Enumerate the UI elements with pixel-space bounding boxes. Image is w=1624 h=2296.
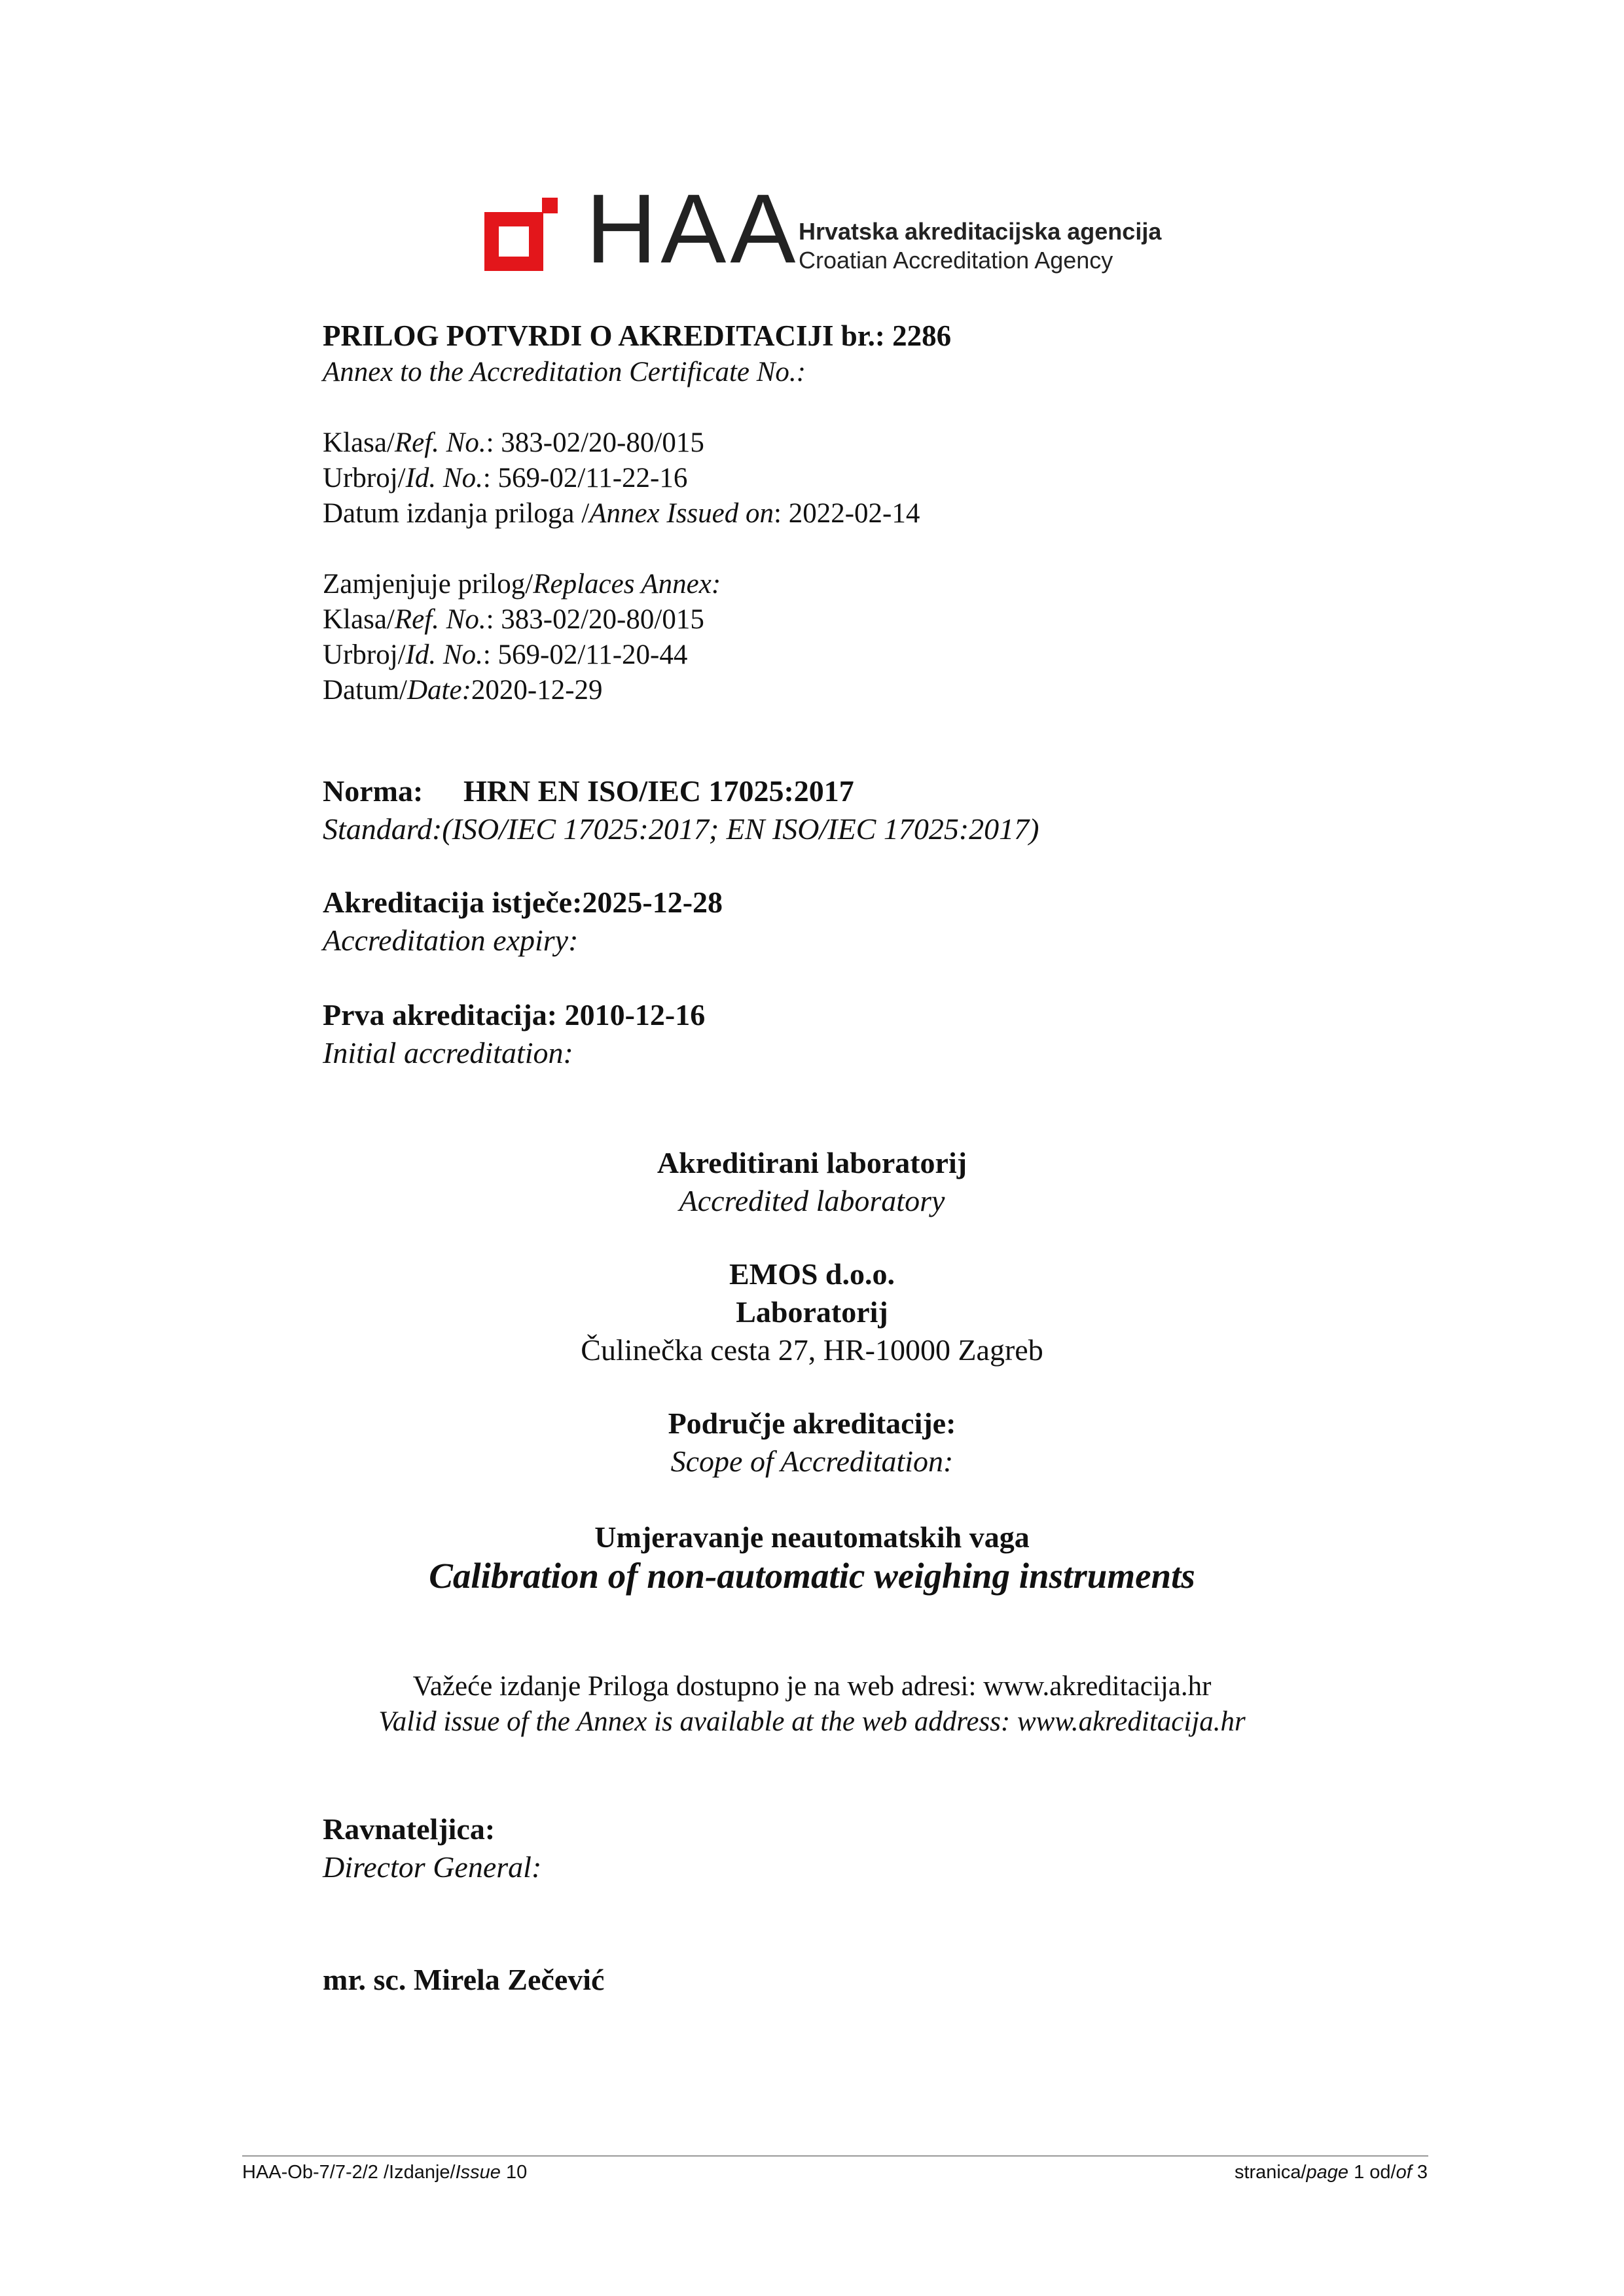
logo-agency-name bbox=[799, 217, 1161, 275]
issue-ref-label-hr: Klasa/ bbox=[323, 427, 395, 458]
expiry-label-hr: Akreditacija istječe:2025-12-28 bbox=[323, 886, 723, 919]
footer-page-total: 3 bbox=[1411, 2162, 1428, 2183]
haa-logo-mark-icon bbox=[484, 198, 558, 271]
valid-issue-hr: Važeće izdanje Priloga dostupno je na web adresi: www.akreditacija.hr bbox=[412, 1671, 1212, 1702]
replaces-ref-label-en: Ref. No. bbox=[394, 604, 486, 635]
logo-acronym: HAA bbox=[586, 173, 800, 283]
footer-issue-number: 10 bbox=[500, 2162, 528, 2183]
laboratory-address: Čulinečka cesta 27, HR-10000 Zagreb bbox=[581, 1333, 1043, 1367]
replaces-ref-line bbox=[323, 602, 704, 637]
expiry-label-en: Accreditation expiry: bbox=[323, 924, 579, 957]
replaces-label-en: Replaces Annex: bbox=[533, 569, 721, 600]
standard-label-en: Standard:(ISO/IEC 17025:2017; EN ISO/IEC 17025:2017) bbox=[323, 812, 1039, 846]
replaces-date-value: 2020-12-29 bbox=[471, 675, 603, 706]
laboratory-heading-hr: Akreditirani laboratorij bbox=[657, 1146, 967, 1179]
replaces-id-line bbox=[323, 637, 687, 673]
issue-ref-label-en: Ref. No. bbox=[394, 427, 486, 458]
scope-title-hr: Umjeravanje neautomatskih vaga bbox=[594, 1520, 1030, 1554]
footer-page-label-hr: stranica/ bbox=[1234, 2162, 1307, 2183]
logo-name-en: Croatian Accreditation Agency bbox=[799, 247, 1113, 274]
issue-ref-line bbox=[323, 425, 704, 461]
standard-value: HRN EN ISO/IEC 17025:2017 bbox=[463, 774, 854, 808]
issue-date-label-hr: Datum izdanja priloga / bbox=[323, 498, 590, 529]
replaces-date-label-hr: Datum/ bbox=[323, 675, 407, 706]
issue-date-value: : 2022-02-14 bbox=[774, 498, 920, 529]
replaces-ref-value: : 383-02/20-80/015 bbox=[486, 604, 704, 635]
replaces-date-label-en: Date: bbox=[406, 675, 471, 706]
scope-heading-hr: Područje akreditacije: bbox=[668, 1407, 956, 1440]
footer-page-current: 1 od/ bbox=[1348, 2162, 1396, 2183]
replaces-id-value: : 569-02/11-20-44 bbox=[482, 639, 688, 670]
scope-heading-en: Scope of Accreditation: bbox=[670, 1444, 954, 1478]
replaces-date-line bbox=[323, 673, 603, 708]
footer-page-label-en: page bbox=[1306, 2162, 1349, 2183]
scope-title-en: Calibration of non-automatic weighing instruments bbox=[429, 1556, 1195, 1596]
replaces-label-line bbox=[323, 567, 721, 602]
footer-divider bbox=[242, 2155, 1428, 2157]
logo-name-hr: Hrvatska akreditacijska agencija bbox=[799, 218, 1162, 245]
laboratory-heading-en: Accredited laboratory bbox=[679, 1184, 945, 1217]
director-label-en: Director General: bbox=[323, 1850, 542, 1884]
initial-label-en: Initial accreditation: bbox=[323, 1036, 573, 1069]
replaces-id-label-hr: Urbroj/ bbox=[323, 639, 406, 670]
haa-logo bbox=[484, 173, 1204, 283]
footer-doc-code bbox=[242, 2161, 527, 2183]
issue-id-value: : 569-02/11-22-16 bbox=[482, 463, 688, 493]
director-label-hr: Ravnateljica: bbox=[323, 1812, 496, 1846]
issue-id-label-hr: Urbroj/ bbox=[323, 463, 406, 493]
annex-title-hr: PRILOG POTVRDI O AKREDITACIJI br.: 2286 bbox=[323, 319, 952, 352]
initial-label-hr: Prva akreditacija: 2010-12-16 bbox=[323, 998, 706, 1031]
footer-page-number bbox=[1235, 2161, 1428, 2183]
footer-issue-label-en: Issue bbox=[455, 2162, 501, 2183]
valid-issue-en: Valid issue of the Annex is available at the web address: www.akreditacija.hr bbox=[378, 1706, 1246, 1737]
replaces-ref-label-hr: Klasa/ bbox=[323, 604, 395, 635]
issue-id-line bbox=[323, 461, 687, 496]
replaces-id-label-en: Id. No. bbox=[405, 639, 483, 670]
issue-date-line bbox=[323, 496, 920, 531]
standard-label-hr: Norma: bbox=[323, 774, 424, 808]
laboratory-name: EMOS d.o.o. bbox=[729, 1257, 895, 1291]
issue-id-label-en: Id. No. bbox=[405, 463, 483, 493]
footer-doc-code-text: HAA-Ob-7/7-2/2 /Izdanje/ bbox=[242, 2162, 456, 2183]
issue-date-label-en: Annex Issued on bbox=[589, 498, 774, 529]
annex-title-en: Annex to the Accreditation Certificate No.: bbox=[323, 357, 806, 387]
footer-of-label-en: of bbox=[1396, 2162, 1412, 2183]
issue-ref-value: : 383-02/20-80/015 bbox=[486, 427, 704, 458]
replaces-label-hr: Zamjenjuje prilog/ bbox=[323, 569, 533, 600]
laboratory-unit: Laboratorij bbox=[736, 1295, 888, 1329]
director-name: mr. sc. Mirela Zečević bbox=[323, 1963, 605, 1996]
